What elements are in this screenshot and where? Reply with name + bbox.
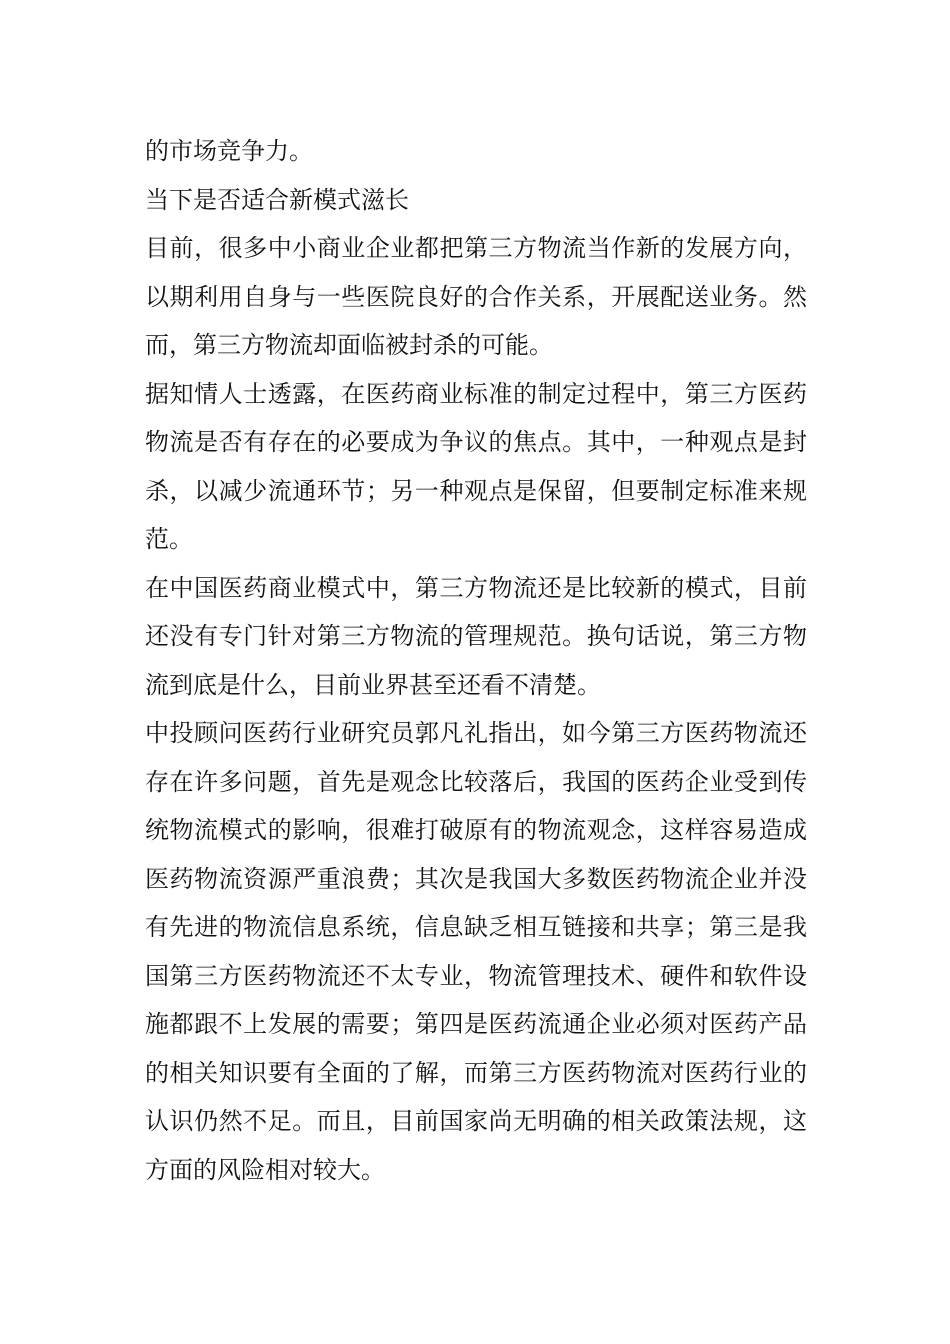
paragraph: 据知情人士透露，在医药商业标准的制定过程中，第三方医药物流是否有存在的必要成为争议的焦点。其中，一种观点是封杀，以减少流通环节；另一种观点是保留，但要制定标准来规范。 (145, 379, 807, 553)
paragraph: 中投顾问医药行业研究员郭凡礼指出，如今第三方医药物流还存在许多问题，首先是观念比较落后，我国的医药企业受到传统物流模式的影响，很难打破原有的物流观念，这样容易造成医药物流资源严重浪费；其次是我国大多数医药物流企业并没有先进的物流信息系统，信息缺乏相互链接和共享；第三是我国第三方医药物流还不太专业，物流管理技术、硬件和软件设施都跟不上发展的需要；第四是医药流通企业必须对医药产品的相关知识要有全面的了解，而第三方医药物流对医药行业的认识仍然不足。而且，目前国家尚无明确的相关政策法规，这方面的风险相对较大。 (145, 719, 807, 1184)
document-body (145, 127, 807, 1194)
section-heading: 当下是否适合新模式滋长 (145, 185, 409, 214)
paragraph-continuation: 的市场竞争力。 (145, 137, 313, 165)
paragraph: 在中国医药商业模式中，第三方物流还是比较新的模式，目前还没有专门针对第三方物流的管理规范。换句话说，第三方物流到底是什么，目前业界甚至还看不清楚。 (145, 573, 807, 699)
paragraph: 目前，很多中小商业企业都把第三方物流当作新的发展方向，以期利用自身与一些医院良好的合作关系，开展配送业务。然而，第三方物流却面临被封杀的可能。 (145, 234, 807, 359)
